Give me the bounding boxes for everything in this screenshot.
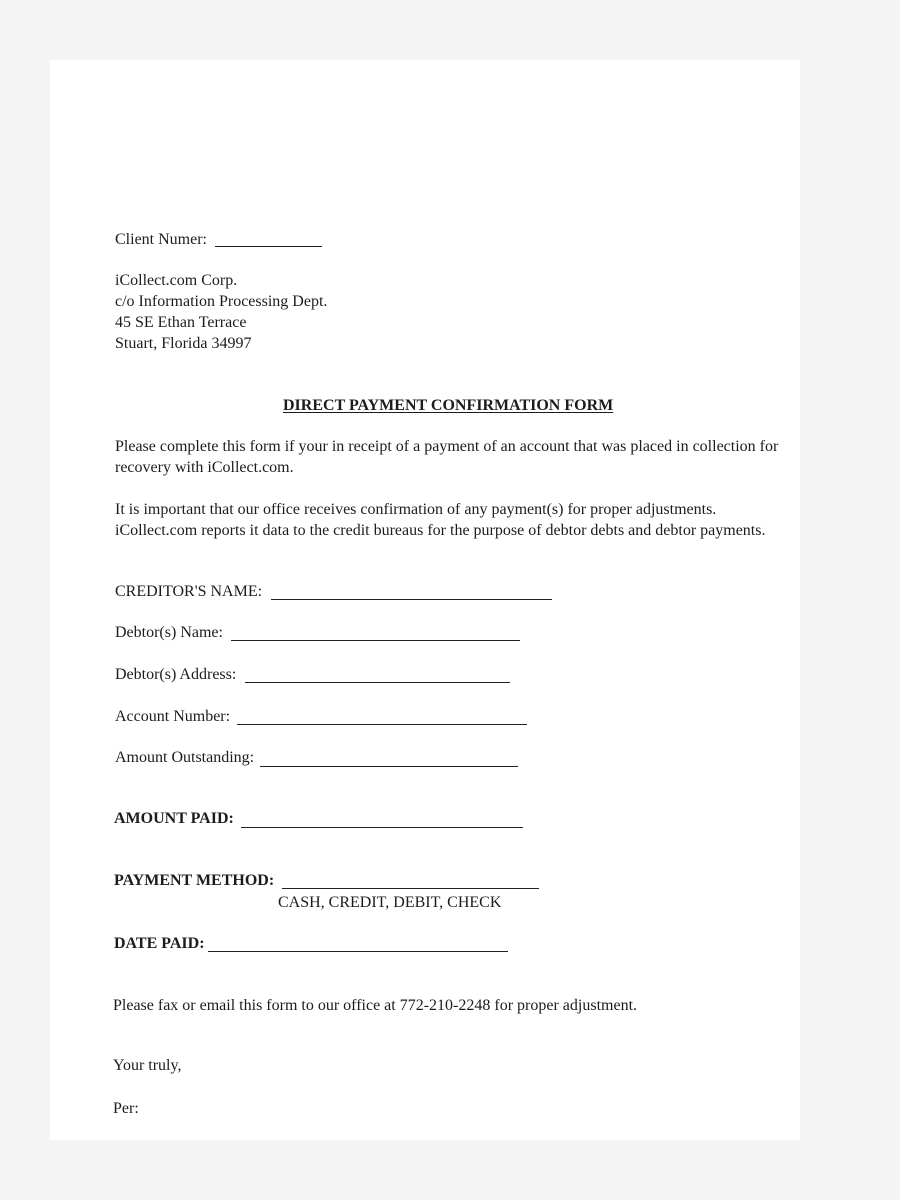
date-paid-blank[interactable] bbox=[208, 951, 508, 952]
amount-outstanding-label: Amount Outstanding: bbox=[115, 749, 255, 766]
amount-paid-blank[interactable] bbox=[241, 827, 523, 828]
intro-p2-line1: It is important that our office receives confirmation of any payment(s) for proper adjustments. bbox=[115, 501, 717, 518]
date-paid-label: DATE PAID: bbox=[114, 935, 205, 952]
client-number-blank[interactable] bbox=[215, 246, 322, 247]
payment-method-blank[interactable] bbox=[282, 888, 539, 889]
intro-p1-line2: recovery with iCollect.com. bbox=[115, 459, 294, 476]
client-number-label: Client Numer: bbox=[115, 231, 207, 248]
account-number-label: Account Number: bbox=[115, 708, 231, 725]
payment-method-options: CASH, CREDIT, DEBIT, CHECK bbox=[278, 894, 502, 911]
debtor-name-label: Debtor(s) Name: bbox=[115, 624, 223, 641]
address-line-2: c/o Information Processing Dept. bbox=[115, 293, 328, 310]
creditor-name-blank[interactable] bbox=[271, 599, 552, 600]
debtor-address-blank[interactable] bbox=[245, 682, 510, 683]
account-number-blank[interactable] bbox=[237, 724, 527, 725]
fax-instruction: Please fax or email this form to our office at 772-210-2248 for proper adjustment. bbox=[113, 997, 638, 1014]
amount-paid-label: AMOUNT PAID: bbox=[114, 810, 234, 827]
intro-p1-line1: Please complete this form if your in receipt of a payment of an account that was placed in collection for bbox=[115, 438, 779, 455]
address-line-3: 45 SE Ethan Terrace bbox=[115, 314, 247, 331]
per-label: Per: bbox=[113, 1100, 139, 1117]
form-title: DIRECT PAYMENT CONFIRMATION FORM bbox=[283, 397, 614, 414]
creditor-name-label: CREDITOR'S NAME: bbox=[115, 583, 263, 600]
address-line-4: Stuart, Florida 34997 bbox=[115, 335, 252, 352]
closing-text: Your truly, bbox=[113, 1057, 182, 1074]
amount-outstanding-blank[interactable] bbox=[260, 766, 518, 767]
payment-method-label: PAYMENT METHOD: bbox=[114, 872, 275, 889]
debtor-address-label: Debtor(s) Address: bbox=[115, 666, 237, 683]
debtor-name-blank[interactable] bbox=[231, 640, 520, 641]
address-line-1: iCollect.com Corp. bbox=[115, 272, 238, 289]
intro-p2-line2: iCollect.com reports it data to the credit bureaus for the purpose of debtor debts and debtor payments. bbox=[115, 522, 766, 539]
